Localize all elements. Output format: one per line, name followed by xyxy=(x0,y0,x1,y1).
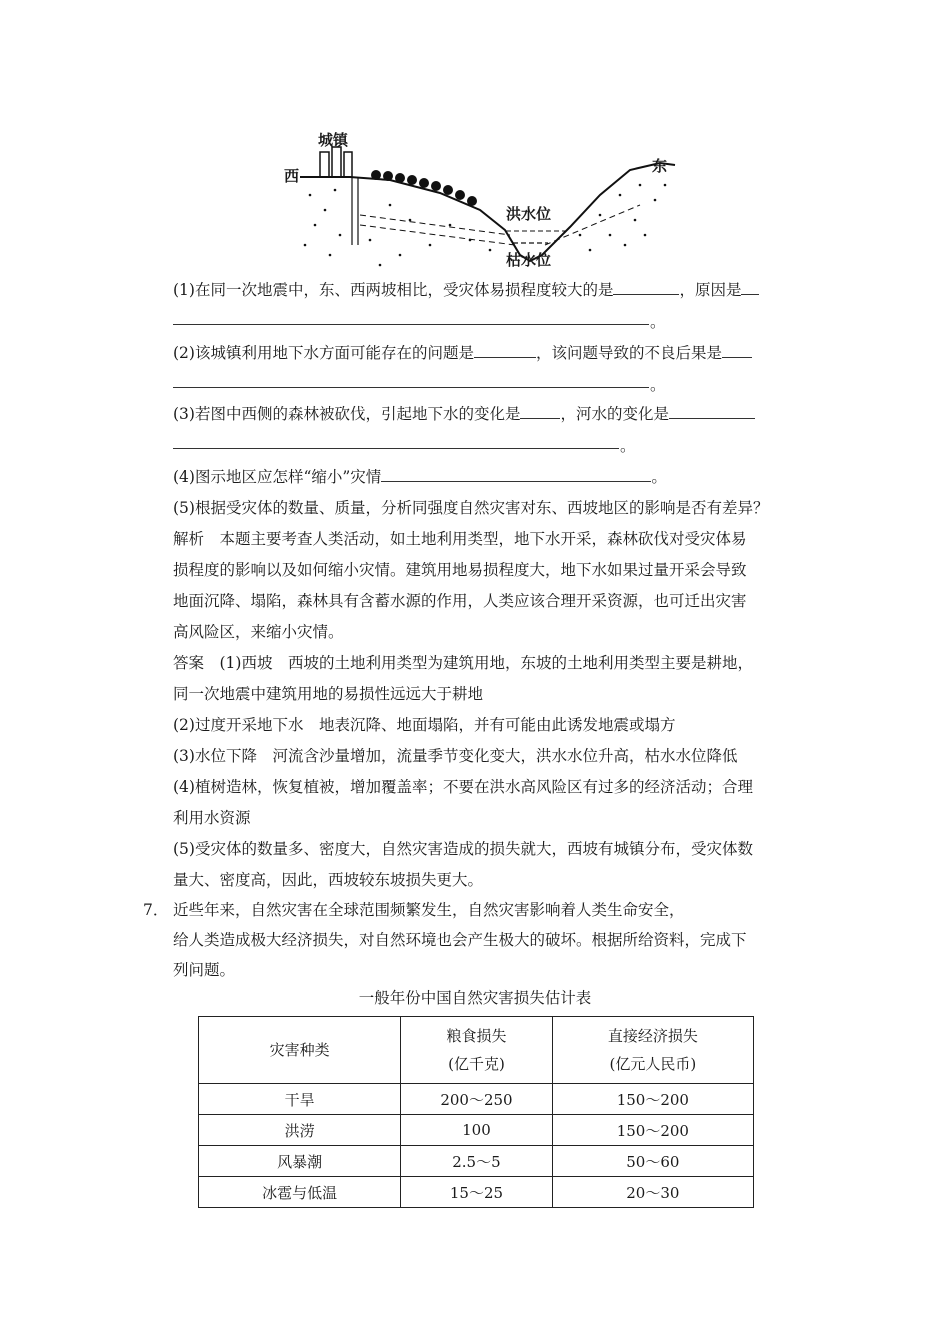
q3-answer-line[interactable] xyxy=(173,448,619,449)
table-row xyxy=(199,1146,754,1177)
analysis-line-3: 地面沉降、塌陷，森林具有含蓄水源的作用，人类应该合理开采资源，也可迁出灾害 xyxy=(173,592,747,610)
q2-text-b: ，该问题导致的不良后果是 xyxy=(535,344,722,362)
cell-grain: 100 xyxy=(401,1115,552,1146)
question-7-line-2: 给人类造成极大经济损失，对自然环境也会产生极大的破坏。根据所给资料，完成下 xyxy=(173,931,747,949)
answer-4a: (4)植树造林，恢复植被，增加覆盖率；不要在洪水高风险区有过多的经济活动；合理 xyxy=(173,778,753,796)
answer-5a: (5)受灾体的数量多、密度大，自然灾害造成的损失就大，西坡有城镇分布，受灾体数 xyxy=(173,840,753,858)
west-label: 西 xyxy=(284,167,300,185)
q3-blank-2[interactable] xyxy=(669,404,755,419)
cell-type: 洪涝 xyxy=(199,1115,401,1146)
town-label: 城镇 xyxy=(318,131,349,149)
question-4 xyxy=(173,467,667,487)
analysis-line-2: 损程度的影响以及如何缩小灾情。建筑用地易损程度大，地下水如果过量开采会导致 xyxy=(173,561,747,579)
answer-1a: 答案 (1)西坡 西坡的土地利用类型为建筑用地，东坡的土地利用类型主要是耕地， xyxy=(173,654,753,672)
cell-economic: 150～200 xyxy=(552,1084,753,1115)
question-2 xyxy=(173,343,752,363)
cell-economic: 50～60 xyxy=(552,1146,753,1177)
cell-economic: 20～30 xyxy=(552,1177,753,1208)
q1-text-a: (1)在同一次地震中，东、西两坡相比，受灾体易损程度较大的是 xyxy=(173,281,614,299)
flood-level-label: 洪水位 xyxy=(506,205,552,223)
header-grain-loss: 粮食损失 (亿千克) xyxy=(401,1017,552,1084)
q2-text-a: (2)该城镇利用地下水方面可能存在的问题是 xyxy=(173,344,474,362)
question-1 xyxy=(173,280,759,300)
answer-5b: 量大、密度高，因此，西坡较东坡损失更大。 xyxy=(173,871,484,889)
disaster-loss-table xyxy=(198,1016,754,1208)
q3-period: 。 xyxy=(620,437,636,455)
terrain-diagram xyxy=(280,125,680,275)
table-row xyxy=(199,1177,754,1208)
q4-text: (4)图示地区应怎样“缩小”灾情 xyxy=(173,468,382,486)
answer-1b: 同一次地震中建筑用地的易损性远远大于耕地 xyxy=(173,685,484,703)
analysis-line-1: 解析 本题主要考查人类活动，如土地利用类型，地下水开采，森林砍伐对受灾体易 xyxy=(173,530,747,548)
cell-type: 风暴潮 xyxy=(199,1146,401,1177)
question-5: (5)根据受灾体的数量、质量，分析同强度自然灾害对东、西坡地区的影响是否有差异？ xyxy=(173,499,769,517)
cell-economic: 150～200 xyxy=(552,1115,753,1146)
cell-grain: 2.5～5 xyxy=(401,1146,552,1177)
dry-level-label: 枯水位 xyxy=(506,251,552,269)
q1-text-b: ，原因是 xyxy=(679,281,742,299)
q1-period: 。 xyxy=(650,313,666,331)
q1-blank-1[interactable] xyxy=(613,280,679,295)
q4-period: 。 xyxy=(651,468,667,486)
question-3 xyxy=(173,404,755,424)
q1-answer-line[interactable] xyxy=(173,324,649,325)
cell-grain: 15～25 xyxy=(401,1177,552,1208)
table-header-row xyxy=(199,1017,754,1084)
q3-blank-1[interactable] xyxy=(520,404,560,419)
east-label: 东 xyxy=(652,157,668,175)
answer-3: (3)水位下降 河流含沙量增加，流量季节变化变大，洪水水位升高，枯水水位降低 xyxy=(173,747,738,765)
q4-blank[interactable] xyxy=(381,467,651,482)
cell-grain: 200～250 xyxy=(401,1084,552,1115)
q1-blank-2[interactable] xyxy=(741,280,759,295)
question-7-line-3: 列问题。 xyxy=(173,961,236,979)
cell-type: 干旱 xyxy=(199,1084,401,1115)
q2-period: 。 xyxy=(650,376,666,394)
q2-answer-line[interactable] xyxy=(173,387,649,388)
header-economic-loss: 直接经济损失 (亿元人民币) xyxy=(552,1017,753,1084)
q3-text-a: (3)若图中西侧的森林被砍伐，引起地下水的变化是 xyxy=(173,405,521,423)
q2-blank-2[interactable] xyxy=(722,343,752,358)
analysis-line-4: 高风险区，来缩小灾情。 xyxy=(173,623,344,641)
header-disaster-type: 灾害种类 xyxy=(199,1017,401,1084)
answer-2: (2)过度开采地下水 地表沉降、地面塌陷，并有可能由此诱发地震或塌方 xyxy=(173,716,676,734)
question-7-line-1: 近些年来，自然灾害在全球范围频繁发生，自然灾害影响着人类生命安全， xyxy=(173,901,685,919)
question-7-number: 7． xyxy=(143,901,169,919)
cell-type: 冰雹与低温 xyxy=(199,1177,401,1208)
table-row xyxy=(199,1115,754,1146)
q3-text-b: ，河水的变化是 xyxy=(560,405,669,423)
table-row xyxy=(199,1084,754,1115)
q2-blank-1[interactable] xyxy=(474,343,536,358)
table-caption: 一般年份中国自然灾害损失估计表 xyxy=(358,989,592,1007)
answer-4b: 利用水资源 xyxy=(173,809,251,827)
